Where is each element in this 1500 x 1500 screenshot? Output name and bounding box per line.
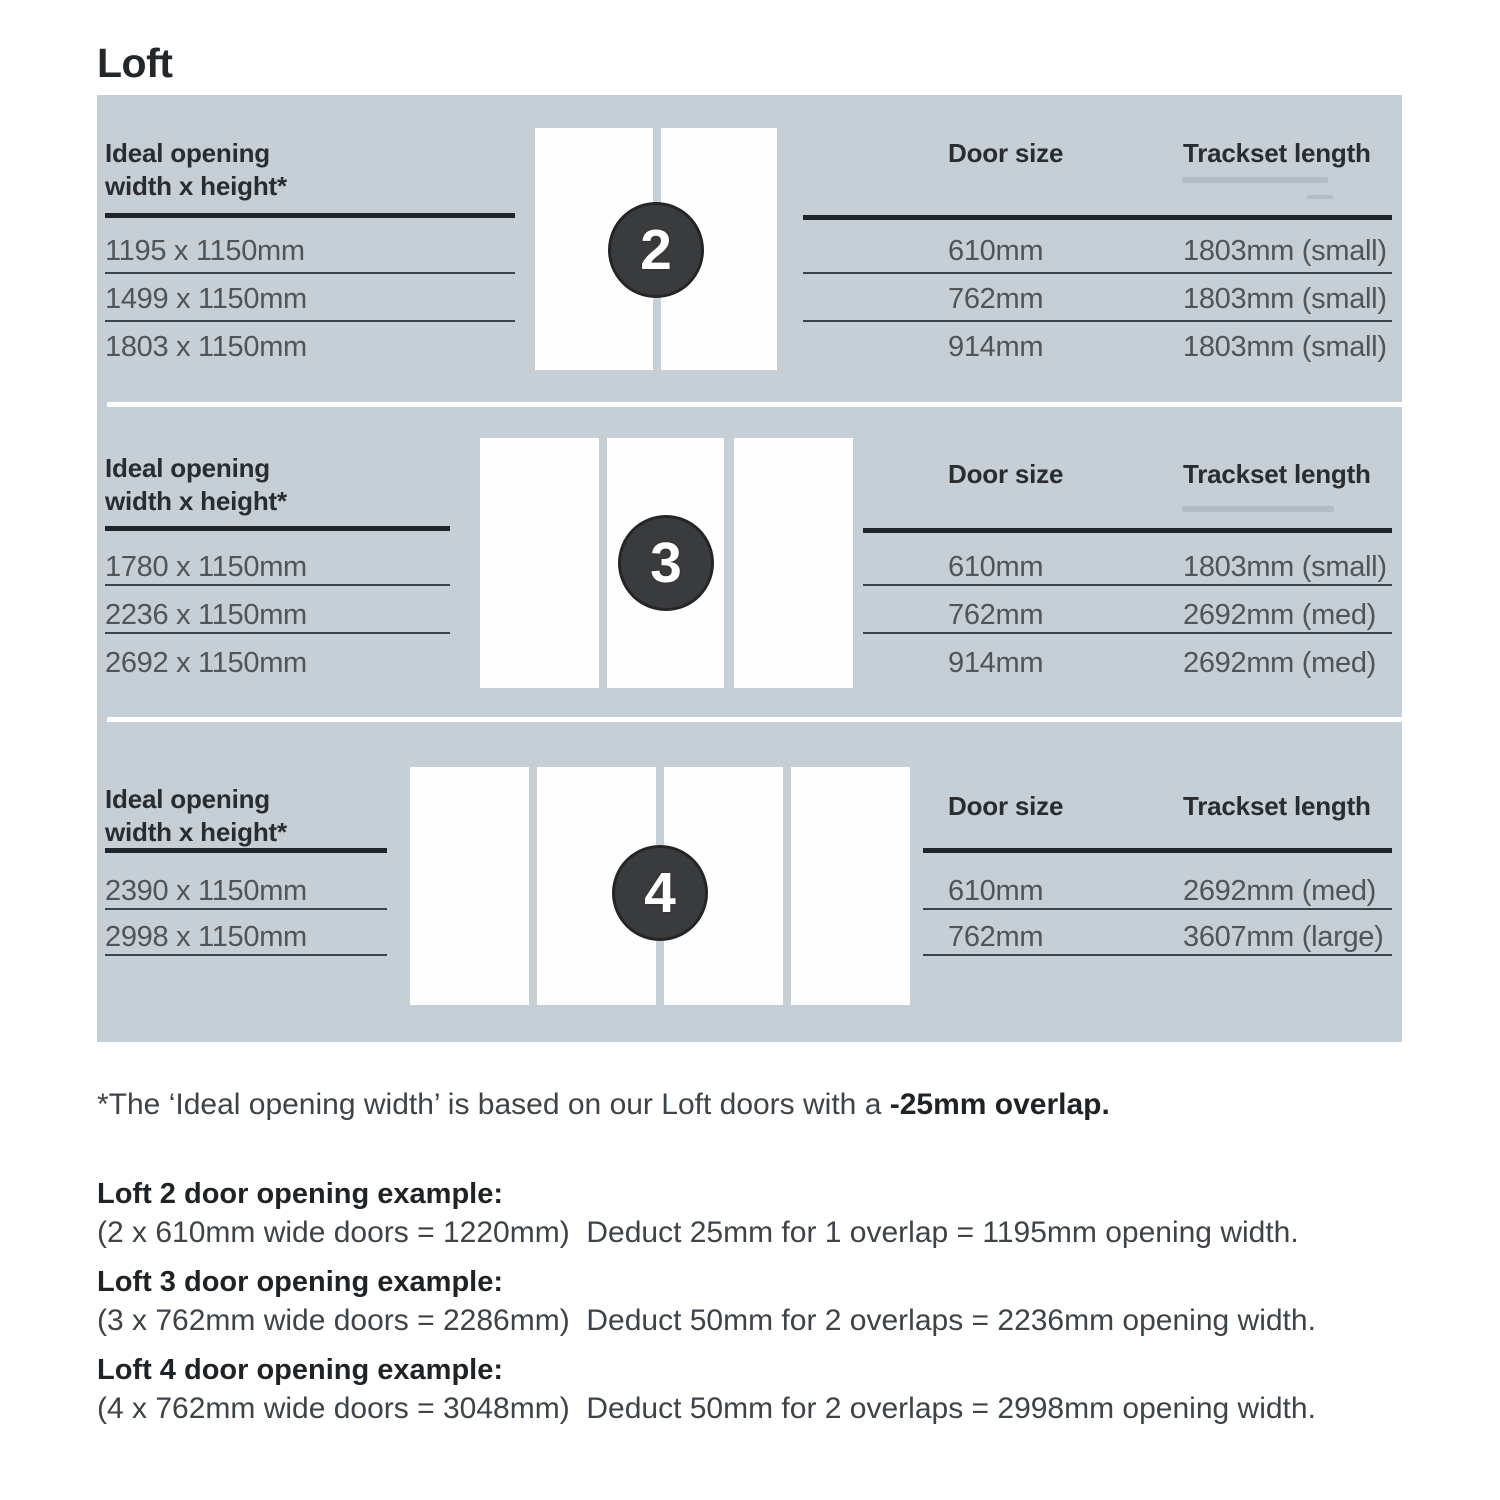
erased-text-artifact: [1182, 177, 1328, 183]
section-separator: [107, 402, 1402, 407]
door-size-value: 762mm: [948, 283, 1044, 315]
row-divider: [105, 272, 515, 274]
door-size-value: 610mm: [948, 235, 1044, 267]
example-heading: Loft 2 door opening example:: [97, 1178, 504, 1210]
ideal-opening-header-line1: Ideal opening: [105, 784, 270, 814]
door-panel: [410, 767, 529, 1005]
example-body: (4 x 762mm wide doors = 3048mm) Deduct 50mm for 2 overlaps = 2998mm opening width.: [97, 1392, 1316, 1425]
ideal-opening-header-line2: width x height*: [105, 817, 287, 847]
door-size-value: 762mm: [948, 599, 1044, 631]
opening-size-value: 1499 x 1150mm: [105, 283, 307, 315]
ideal-opening-header-line1: Ideal opening: [105, 453, 270, 483]
door-size-value: 610mm: [948, 551, 1044, 583]
opening-size-value: 2998 x 1150mm: [105, 921, 307, 953]
row-divider: [923, 908, 1392, 910]
row-divider: [803, 272, 1392, 274]
door-panel: [734, 438, 853, 688]
opening-size-value: 2236 x 1150mm: [105, 599, 307, 631]
trackset-length-value: 3607mm (large): [1183, 921, 1384, 953]
door-count-badge: 4: [612, 845, 708, 941]
row-divider: [923, 954, 1392, 956]
example-body: (2 x 610mm wide doors = 1220mm) Deduct 25mm for 1 overlap = 1195mm opening width.: [97, 1216, 1299, 1249]
section-separator: [107, 717, 1402, 722]
example-heading: Loft 4 door opening example:: [97, 1354, 504, 1386]
trackset-length-value: 2692mm (med): [1183, 875, 1377, 907]
opening-size-value: 2390 x 1150mm: [105, 875, 307, 907]
door-size-value: 610mm: [948, 875, 1044, 907]
opening-size-value: 1803 x 1150mm: [105, 331, 307, 363]
door-size-value: 914mm: [948, 647, 1044, 679]
footnote: [97, 1088, 1110, 1122]
opening-size-value: 1780 x 1150mm: [105, 551, 307, 583]
trackset-length-value: 1803mm (small): [1183, 551, 1387, 583]
ideal-opening-header-line2: width x height*: [105, 486, 287, 516]
door-panel: [791, 767, 910, 1005]
door-count-badge: 2: [608, 202, 704, 298]
trackset-length-header: Trackset length: [1183, 459, 1371, 489]
row-divider: [863, 632, 1392, 634]
ideal-opening-header-line1: Ideal opening: [105, 138, 270, 168]
example-body: (3 x 762mm wide doors = 2286mm) Deduct 50mm for 2 overlaps = 2236mm opening width.: [97, 1304, 1316, 1337]
row-divider: [803, 320, 1392, 322]
door-size-value: 914mm: [948, 331, 1044, 363]
row-divider: [105, 632, 450, 634]
door-panel: [480, 438, 599, 688]
opening-size-value: 2692 x 1150mm: [105, 647, 307, 679]
header-rule: [803, 215, 1392, 220]
trackset-length-value: 2692mm (med): [1183, 599, 1377, 631]
trackset-length-value: 1803mm (small): [1183, 235, 1387, 267]
ideal-opening-header-line2: width x height*: [105, 171, 287, 201]
door-count-badge: 3: [618, 515, 714, 611]
row-divider: [105, 584, 450, 586]
page-title: Loft: [97, 40, 173, 86]
spec-panel: [97, 95, 1402, 1042]
trackset-length-header: Trackset length: [1183, 791, 1371, 821]
erased-text-artifact: [1182, 506, 1334, 512]
trackset-length-value: 2692mm (med): [1183, 647, 1377, 679]
header-rule: [863, 528, 1392, 533]
row-divider: [105, 954, 387, 956]
door-size-header: Door size: [948, 791, 1064, 821]
opening-size-value: 1195 x 1150mm: [105, 235, 305, 267]
door-size-value: 762mm: [948, 921, 1044, 953]
footnote-bold: -25mm overlap.: [889, 1088, 1110, 1121]
row-divider: [105, 320, 515, 322]
header-rule: [105, 213, 515, 218]
header-rule: [105, 848, 387, 853]
header-rule: [105, 526, 450, 531]
example-heading: Loft 3 door opening example:: [97, 1266, 504, 1298]
row-divider: [863, 584, 1392, 586]
door-size-header: Door size: [948, 459, 1064, 489]
footnote-text: *The ‘Ideal opening width’ is based on our Loft doors with a: [97, 1088, 890, 1121]
header-rule: [923, 848, 1392, 853]
trackset-length-header: Trackset length: [1183, 138, 1371, 168]
door-size-header: Door size: [948, 138, 1064, 168]
row-divider: [105, 908, 387, 910]
trackset-length-value: 1803mm (small): [1183, 283, 1387, 315]
trackset-length-value: 1803mm (small): [1183, 331, 1387, 363]
erased-text-artifact: [1307, 195, 1333, 199]
